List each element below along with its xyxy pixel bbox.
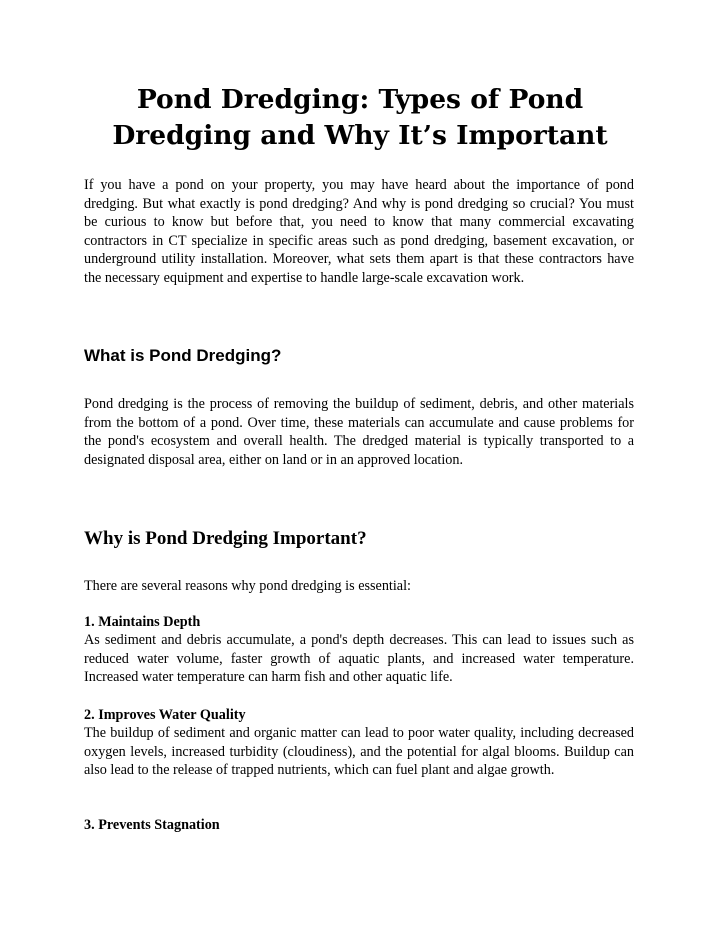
page-title-line-2: Dredging and Why It’s Important	[112, 120, 608, 151]
subheading-maintains-depth: 1. Maintains Depth	[84, 614, 201, 630]
page-title	[84, 82, 636, 154]
subheading-water-quality: 2. Improves Water Quality	[84, 707, 246, 723]
why-lead-paragraph: There are several reasons why pond dredging is essential:	[84, 578, 411, 594]
intro-paragraph: If you have a pond on your property, you may have heard about the importance of pond dredging. But what exactly is pond dredging? And why is pond dredging so crucial? You must be curious to know but before that, you need to know that many commercial excavating contractors in CT specialize in specific areas such as pond dredging, basement excavation, or underground utility installation. Moreover, what sets them apart is that these contractors have the necessary equipment and expertise to handle large-scale excavation work.	[84, 177, 634, 286]
what-is-paragraph: Pond dredging is the process of removing the buildup of sediment, debris, and other materials from the bottom of a pond. Over time, these materials can accumulate and cause problems for the pond's ecosystem and overall health. The dredged material is typically transported to a designated disposal area, either on land or in an approved location.	[84, 396, 634, 468]
page-title-line-1: Pond Dredging: Types of Pond	[136, 84, 584, 115]
maintains-depth-paragraph: As sediment and debris accumulate, a pond's depth decreases. This can lead to issues such as reduced water volume, faster growth of aquatic plants, and increased water temperature. Increased water temperature can harm fish and other aquatic life.	[84, 632, 634, 686]
section-heading-why-important: Why is Pond Dredging Important?	[84, 528, 367, 549]
subheading-prevents-stagnation: 3. Prevents Stagnation	[84, 817, 220, 833]
section-heading-what-is: What is Pond Dredging?	[84, 346, 282, 365]
water-quality-paragraph: The buildup of sediment and organic matter can lead to poor water quality, including decreased oxygen levels, increased turbidity (cloudiness), and the potential for algal blooms. Buildup can also lead to the release of trapped nutrients, which can fuel plant and algae growth.	[84, 725, 634, 779]
